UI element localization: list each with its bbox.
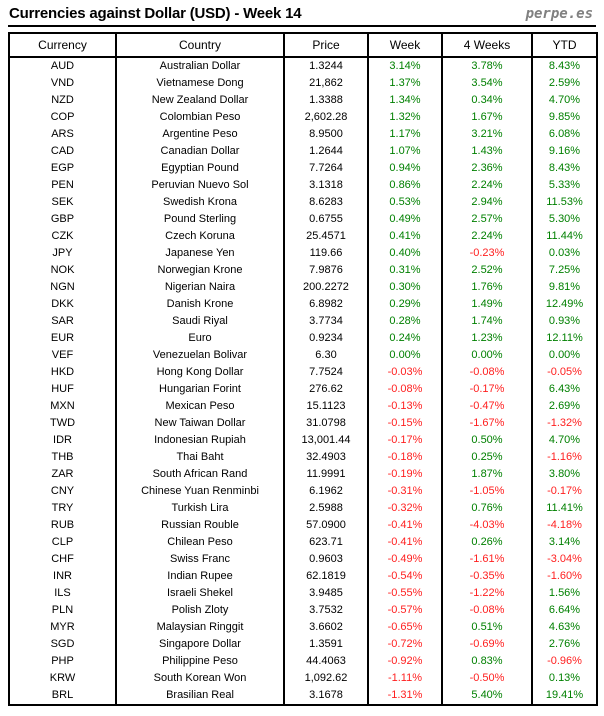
price-cell: 31.0798: [284, 415, 368, 432]
table-row: [9, 245, 597, 262]
table-row: [9, 500, 597, 517]
ytd-change-cell: 7.25%: [532, 262, 597, 279]
currency-code-cell: CHF: [51, 553, 74, 565]
price-cell: 32.4903: [284, 449, 368, 466]
ytd-change-cell: -4.18%: [532, 517, 597, 534]
currency-code-cell: CNY: [50, 485, 75, 497]
four-weeks-change-cell: -1.22%: [442, 585, 532, 602]
table-row: [9, 279, 597, 296]
week-change-cell: -0.65%: [368, 619, 442, 636]
table-row: [9, 364, 597, 381]
country-cell: Peruvian Nuevo Sol: [116, 177, 284, 194]
currency-table-body: [9, 57, 597, 705]
four-weeks-change-cell: 1.23%: [442, 330, 532, 347]
table-row: [9, 466, 597, 483]
report-header: [8, 3, 596, 27]
ytd-change-cell: 11.53%: [532, 194, 597, 211]
price-cell: 1.3591: [284, 636, 368, 653]
week-change-cell: 0.28%: [368, 313, 442, 330]
week-change-cell: -1.11%: [368, 670, 442, 687]
table-row: [9, 228, 597, 245]
ytd-change-cell: 6.08%: [532, 126, 597, 143]
price-cell: 2.5988: [284, 500, 368, 517]
ytd-change-cell: 4.63%: [532, 619, 597, 636]
price-cell: 3.7734: [284, 313, 368, 330]
price-cell: 11.9991: [284, 466, 368, 483]
ytd-change-cell: 5.30%: [532, 211, 597, 228]
currency-code-cell: HUF: [51, 383, 74, 395]
table-row: [9, 57, 597, 75]
price-cell: 3.7532: [284, 602, 368, 619]
table-row: [9, 585, 597, 602]
price-cell: 3.9485: [284, 585, 368, 602]
price-cell: 57.0900: [284, 517, 368, 534]
four-weeks-change-cell: -0.08%: [442, 364, 532, 381]
four-weeks-change-cell: 2.24%: [442, 177, 532, 194]
ytd-change-cell: 3.80%: [532, 466, 597, 483]
country-cell: Swiss Franc: [116, 551, 284, 568]
country-cell: Egyptian Pound: [116, 160, 284, 177]
ytd-change-cell: 5.33%: [532, 177, 597, 194]
table-row: [9, 109, 597, 126]
country-cell: South African Rand: [116, 466, 284, 483]
currency-code-cell: HKD: [50, 366, 75, 378]
four-weeks-change-cell: 1.43%: [442, 143, 532, 160]
four-weeks-change-cell: -1.67%: [442, 415, 532, 432]
table-row: [9, 381, 597, 398]
ytd-change-cell: 0.03%: [532, 245, 597, 262]
table-row: [9, 670, 597, 687]
ytd-change-cell: 9.85%: [532, 109, 597, 126]
price-cell: 44.4063: [284, 653, 368, 670]
ytd-change-cell: 8.43%: [532, 160, 597, 177]
country-cell: Russian Rouble: [116, 517, 284, 534]
currency-code-cell: PLN: [51, 604, 74, 616]
table-row: [9, 143, 597, 160]
week-change-cell: 0.86%: [368, 177, 442, 194]
week-change-cell: -0.55%: [368, 585, 442, 602]
four-weeks-change-cell: 0.00%: [442, 347, 532, 364]
four-weeks-change-cell: -1.61%: [442, 551, 532, 568]
four-weeks-change-cell: 2.94%: [442, 194, 532, 211]
price-cell: 1.3388: [284, 92, 368, 109]
table-row: [9, 330, 597, 347]
price-cell: 8.9500: [284, 126, 368, 143]
week-change-cell: 0.30%: [368, 279, 442, 296]
currency-code-cell: VND: [50, 77, 75, 89]
price-cell: 21,862: [284, 75, 368, 92]
column-header-country: Country: [116, 33, 284, 57]
currency-code-cell: JPY: [52, 247, 73, 259]
four-weeks-change-cell: 2.57%: [442, 211, 532, 228]
currency-code-cell: RUB: [50, 519, 75, 531]
price-cell: 7.9876: [284, 262, 368, 279]
table-row: [9, 313, 597, 330]
four-weeks-change-cell: -0.50%: [442, 670, 532, 687]
country-cell: Danish Krone: [116, 296, 284, 313]
week-change-cell: 1.17%: [368, 126, 442, 143]
currency-code-cell: SGD: [50, 638, 75, 650]
four-weeks-change-cell: 3.21%: [442, 126, 532, 143]
ytd-change-cell: 11.41%: [532, 500, 597, 517]
currency-code-cell: THB: [51, 451, 74, 463]
currency-code-cell: CLP: [51, 536, 74, 548]
table-row: [9, 347, 597, 364]
price-cell: 2,602.28: [284, 109, 368, 126]
price-cell: 3.1678: [284, 687, 368, 705]
week-change-cell: 0.53%: [368, 194, 442, 211]
currency-code-cell: TWD: [49, 417, 76, 429]
ytd-change-cell: -0.96%: [532, 653, 597, 670]
price-cell: 1,092.62: [284, 670, 368, 687]
country-cell: Nigerian Naira: [116, 279, 284, 296]
ytd-change-cell: 12.49%: [532, 296, 597, 313]
week-change-cell: 0.49%: [368, 211, 442, 228]
price-cell: 119.66: [284, 245, 368, 262]
four-weeks-change-cell: -4.03%: [442, 517, 532, 534]
country-cell: Vietnamese Dong: [116, 75, 284, 92]
currency-code-cell: DKK: [51, 298, 74, 310]
week-change-cell: -0.31%: [368, 483, 442, 500]
four-weeks-change-cell: 0.76%: [442, 500, 532, 517]
country-cell: Norwegian Krone: [116, 262, 284, 279]
ytd-change-cell: -0.17%: [532, 483, 597, 500]
four-weeks-change-cell: 2.36%: [442, 160, 532, 177]
currency-code-cell: BRL: [51, 689, 74, 701]
ytd-change-cell: 19.41%: [532, 687, 597, 705]
ytd-change-cell: -3.04%: [532, 551, 597, 568]
table-row: [9, 687, 597, 705]
table-row: [9, 126, 597, 143]
country-cell: Japanese Yen: [116, 245, 284, 262]
ytd-change-cell: -1.60%: [532, 568, 597, 585]
ytd-change-cell: 0.00%: [532, 347, 597, 364]
country-cell: Swedish Krona: [116, 194, 284, 211]
price-cell: 13,001.44: [284, 432, 368, 449]
four-weeks-change-cell: -0.08%: [442, 602, 532, 619]
price-cell: 623.71: [284, 534, 368, 551]
country-cell: Indonesian Rupiah: [116, 432, 284, 449]
week-change-cell: -0.19%: [368, 466, 442, 483]
table-row: [9, 534, 597, 551]
table-row: [9, 296, 597, 313]
country-cell: Saudi Riyal: [116, 313, 284, 330]
week-change-cell: -1.31%: [368, 687, 442, 705]
column-header-week: Week: [368, 33, 442, 57]
week-change-cell: -0.41%: [368, 534, 442, 551]
price-cell: 0.9603: [284, 551, 368, 568]
currency-code-cell: ZAR: [51, 468, 74, 480]
week-change-cell: 0.24%: [368, 330, 442, 347]
country-cell: Venezuelan Bolivar: [116, 347, 284, 364]
ytd-change-cell: 12.11%: [532, 330, 597, 347]
price-cell: 25.4571: [284, 228, 368, 245]
table-row: [9, 517, 597, 534]
week-change-cell: -0.41%: [368, 517, 442, 534]
four-weeks-change-cell: 1.87%: [442, 466, 532, 483]
currency-code-cell: SEK: [51, 196, 74, 208]
header-row: [9, 33, 597, 57]
four-weeks-change-cell: 5.40%: [442, 687, 532, 705]
week-change-cell: -0.03%: [368, 364, 442, 381]
currency-code-cell: NGN: [50, 281, 75, 293]
ytd-change-cell: 3.14%: [532, 534, 597, 551]
week-change-cell: -0.92%: [368, 653, 442, 670]
four-weeks-change-cell: 3.78%: [442, 57, 532, 75]
table-row: [9, 619, 597, 636]
week-change-cell: 1.07%: [368, 143, 442, 160]
currency-code-cell: INR: [53, 570, 72, 582]
perpe-logo: perpe.es: [525, 6, 593, 22]
week-change-cell: -0.17%: [368, 432, 442, 449]
column-header-ytd: YTD: [532, 33, 597, 57]
week-change-cell: 0.31%: [368, 262, 442, 279]
week-change-cell: -0.49%: [368, 551, 442, 568]
price-cell: 3.1318: [284, 177, 368, 194]
price-cell: 0.6755: [284, 211, 368, 228]
price-cell: 6.30: [284, 347, 368, 364]
ytd-change-cell: 0.93%: [532, 313, 597, 330]
currency-code-cell: ILS: [54, 587, 71, 599]
table-row: [9, 398, 597, 415]
week-change-cell: -0.72%: [368, 636, 442, 653]
country-cell: Hong Kong Dollar: [116, 364, 284, 381]
price-cell: 7.7264: [284, 160, 368, 177]
week-change-cell: -0.15%: [368, 415, 442, 432]
column-header-4weeks: 4 Weeks: [442, 33, 532, 57]
currency-code-cell: NOK: [50, 264, 75, 276]
table-row: [9, 92, 597, 109]
table-row: [9, 262, 597, 279]
ytd-change-cell: 1.56%: [532, 585, 597, 602]
price-cell: 3.6602: [284, 619, 368, 636]
week-change-cell: 3.14%: [368, 57, 442, 75]
country-cell: Hungarian Forint: [116, 381, 284, 398]
country-cell: New Taiwan Dollar: [116, 415, 284, 432]
four-weeks-change-cell: -0.17%: [442, 381, 532, 398]
currency-code-cell: SAR: [51, 315, 74, 327]
currency-code-cell: TRY: [51, 502, 74, 514]
four-weeks-change-cell: -1.05%: [442, 483, 532, 500]
ytd-change-cell: 8.43%: [532, 57, 597, 75]
currency-code-cell: COP: [50, 111, 75, 123]
country-cell: Turkish Lira: [116, 500, 284, 517]
country-cell: Israeli Shekel: [116, 585, 284, 602]
week-change-cell: -0.54%: [368, 568, 442, 585]
four-weeks-change-cell: 1.67%: [442, 109, 532, 126]
four-weeks-change-cell: 0.51%: [442, 619, 532, 636]
table-row: [9, 568, 597, 585]
country-cell: Czech Koruna: [116, 228, 284, 245]
ytd-change-cell: 2.69%: [532, 398, 597, 415]
currency-table: [8, 32, 598, 706]
country-cell: Argentine Peso: [116, 126, 284, 143]
country-cell: Indian Rupee: [116, 568, 284, 585]
currency-code-cell: KRW: [49, 672, 76, 684]
country-cell: Colombian Peso: [116, 109, 284, 126]
ytd-change-cell: 6.64%: [532, 602, 597, 619]
price-cell: 8.6283: [284, 194, 368, 211]
week-change-cell: 1.37%: [368, 75, 442, 92]
ytd-change-cell: -1.16%: [532, 449, 597, 466]
currency-code-cell: PEN: [51, 179, 74, 191]
ytd-change-cell: -1.32%: [532, 415, 597, 432]
ytd-change-cell: 9.81%: [532, 279, 597, 296]
week-change-cell: 0.40%: [368, 245, 442, 262]
currency-code-cell: PHP: [51, 655, 74, 667]
price-cell: 6.1962: [284, 483, 368, 500]
country-cell: Chinese Yuan Renminbi: [116, 483, 284, 500]
country-cell: Singapore Dollar: [116, 636, 284, 653]
currency-table-header: [9, 33, 597, 57]
table-row: [9, 653, 597, 670]
four-weeks-change-cell: 1.49%: [442, 296, 532, 313]
four-weeks-change-cell: 0.25%: [442, 449, 532, 466]
price-cell: 1.3244: [284, 57, 368, 75]
table-row: [9, 75, 597, 92]
column-header-price: Price: [284, 33, 368, 57]
currency-code-cell: ARS: [51, 128, 74, 140]
week-change-cell: -0.32%: [368, 500, 442, 517]
currency-code-cell: MXN: [50, 400, 75, 412]
table-row: [9, 602, 597, 619]
country-cell: Philippine Peso: [116, 653, 284, 670]
price-cell: 1.2644: [284, 143, 368, 160]
week-change-cell: 1.34%: [368, 92, 442, 109]
week-change-cell: 0.94%: [368, 160, 442, 177]
currency-code-cell: CAD: [50, 145, 75, 157]
four-weeks-change-cell: 2.24%: [442, 228, 532, 245]
four-weeks-change-cell: 1.76%: [442, 279, 532, 296]
week-change-cell: -0.18%: [368, 449, 442, 466]
country-cell: Australian Dollar: [116, 57, 284, 75]
currency-code-cell: MYR: [50, 621, 75, 633]
currency-code-cell: CZK: [51, 230, 74, 242]
table-row: [9, 415, 597, 432]
currency-code-cell: AUD: [50, 60, 75, 72]
table-row: [9, 636, 597, 653]
currency-code-cell: GBP: [50, 213, 75, 225]
country-cell: Brasilian Real: [116, 687, 284, 705]
price-cell: 15.1123: [284, 398, 368, 415]
price-cell: 0.9234: [284, 330, 368, 347]
table-row: [9, 551, 597, 568]
week-change-cell: -0.57%: [368, 602, 442, 619]
four-weeks-change-cell: -0.69%: [442, 636, 532, 653]
four-weeks-change-cell: 1.74%: [442, 313, 532, 330]
week-change-cell: -0.13%: [368, 398, 442, 415]
country-cell: Thai Baht: [116, 449, 284, 466]
ytd-change-cell: 2.59%: [532, 75, 597, 92]
country-cell: Pound Sterling: [116, 211, 284, 228]
table-row: [9, 160, 597, 177]
country-cell: Chilean Peso: [116, 534, 284, 551]
week-change-cell: 0.00%: [368, 347, 442, 364]
four-weeks-change-cell: 0.50%: [442, 432, 532, 449]
price-cell: 7.7524: [284, 364, 368, 381]
price-cell: 276.62: [284, 381, 368, 398]
country-cell: Polish Zloty: [116, 602, 284, 619]
ytd-change-cell: 0.13%: [532, 670, 597, 687]
week-change-cell: -0.08%: [368, 381, 442, 398]
week-change-cell: 0.41%: [368, 228, 442, 245]
table-row: [9, 449, 597, 466]
column-header-currency: Currency: [9, 33, 116, 57]
currency-code-cell: EUR: [50, 332, 75, 344]
four-weeks-change-cell: 0.83%: [442, 653, 532, 670]
four-weeks-change-cell: 2.52%: [442, 262, 532, 279]
four-weeks-change-cell: 3.54%: [442, 75, 532, 92]
table-row: [9, 211, 597, 228]
ytd-change-cell: 9.16%: [532, 143, 597, 160]
country-cell: Malaysian Ringgit: [116, 619, 284, 636]
four-weeks-change-cell: 0.26%: [442, 534, 532, 551]
page-title: Currencies against Dollar (USD) - Week 14: [9, 5, 302, 22]
four-weeks-change-cell: -0.23%: [442, 245, 532, 262]
country-cell: Mexican Peso: [116, 398, 284, 415]
country-cell: South Korean Won: [116, 670, 284, 687]
table-row: [9, 432, 597, 449]
price-cell: 62.1819: [284, 568, 368, 585]
ytd-change-cell: 4.70%: [532, 432, 597, 449]
currency-code-cell: EGP: [50, 162, 75, 174]
currency-code-cell: IDR: [53, 434, 72, 446]
currency-code-cell: NZD: [51, 94, 74, 106]
country-cell: Euro: [116, 330, 284, 347]
four-weeks-change-cell: -0.47%: [442, 398, 532, 415]
price-cell: 6.8982: [284, 296, 368, 313]
week-change-cell: 0.29%: [368, 296, 442, 313]
ytd-change-cell: 11.44%: [532, 228, 597, 245]
week-change-cell: 1.32%: [368, 109, 442, 126]
four-weeks-change-cell: 0.34%: [442, 92, 532, 109]
country-cell: New Zealand Dollar: [116, 92, 284, 109]
four-weeks-change-cell: -0.35%: [442, 568, 532, 585]
ytd-change-cell: -0.05%: [532, 364, 597, 381]
ytd-change-cell: 2.76%: [532, 636, 597, 653]
currency-code-cell: VEF: [51, 349, 74, 361]
table-row: [9, 483, 597, 500]
price-cell: 200.2272: [284, 279, 368, 296]
table-row: [9, 194, 597, 211]
ytd-change-cell: 4.70%: [532, 92, 597, 109]
country-cell: Canadian Dollar: [116, 143, 284, 160]
ytd-change-cell: 6.43%: [532, 381, 597, 398]
table-row: [9, 177, 597, 194]
